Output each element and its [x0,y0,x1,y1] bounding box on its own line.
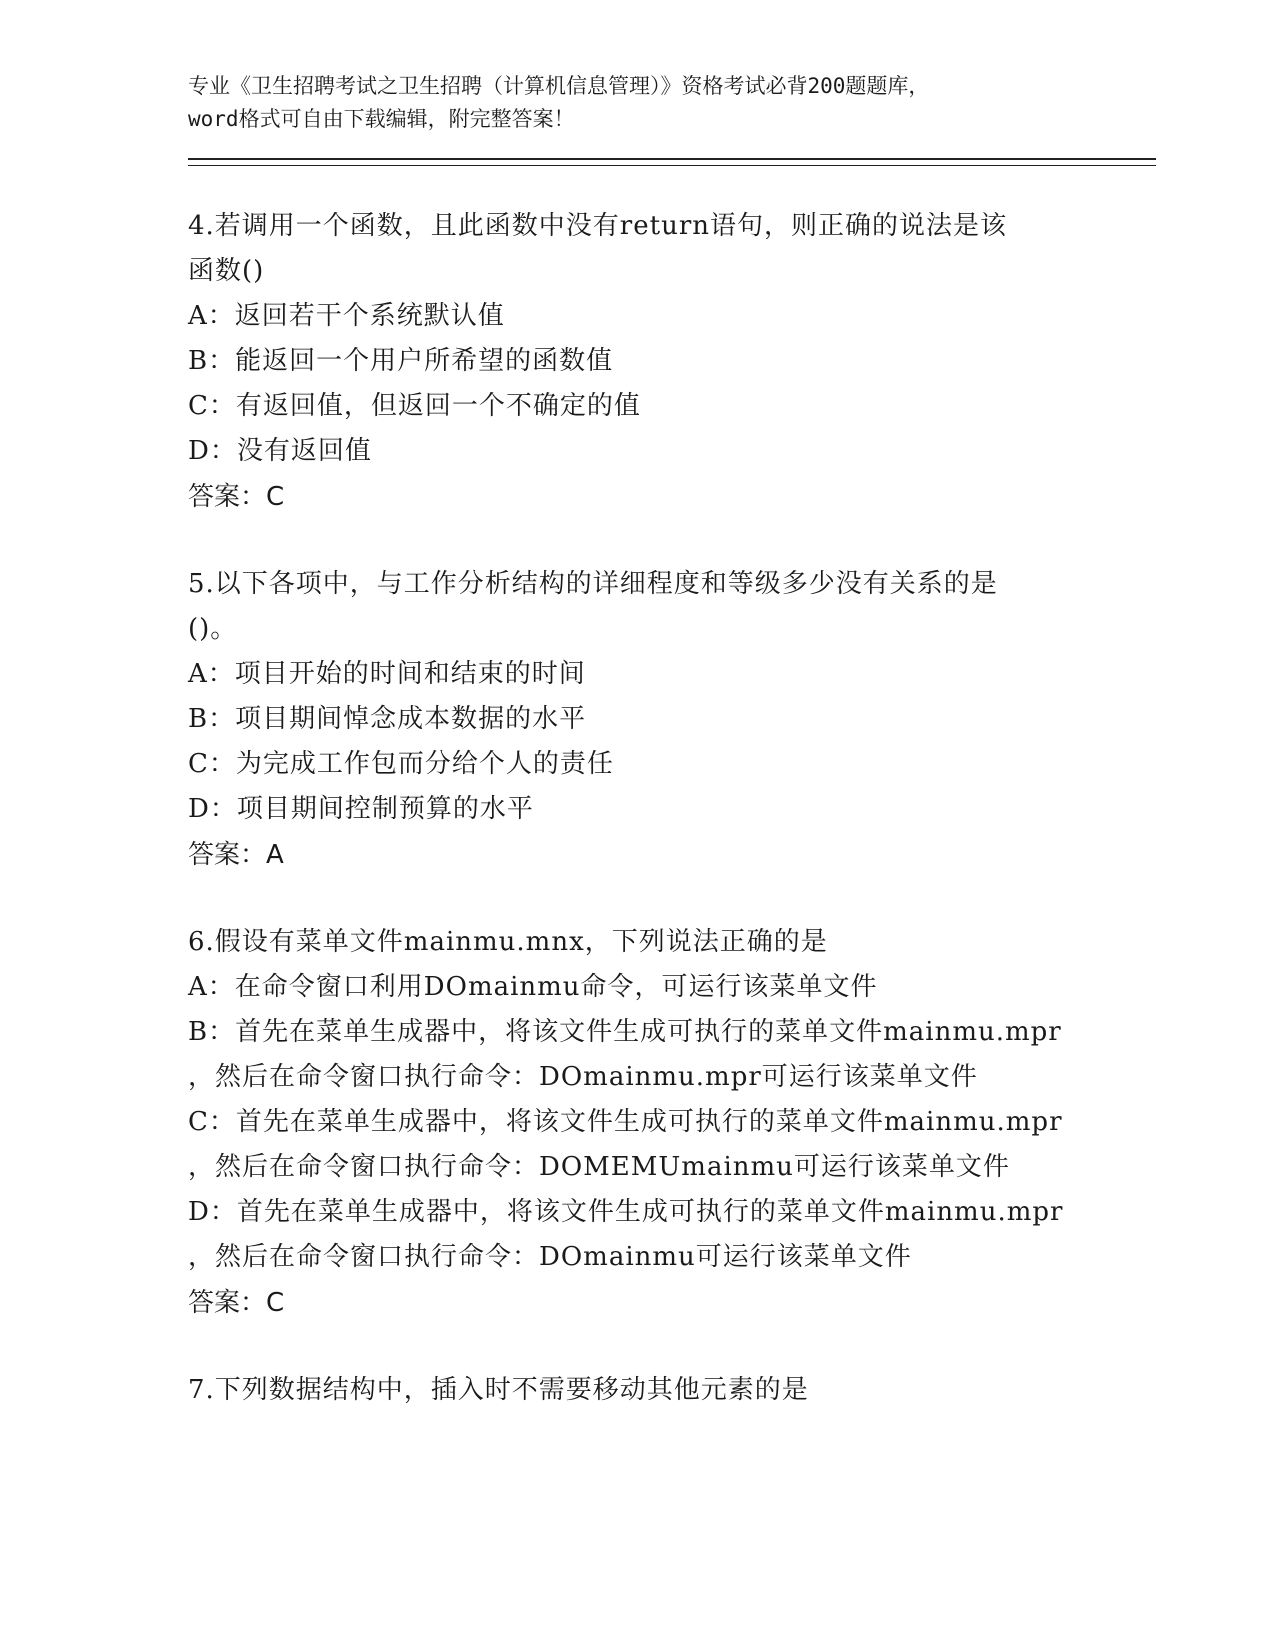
question-text: ()。 [188,614,238,644]
answer: 答案：A [188,840,284,870]
option-d-continued: ，然后在命令窗口执行命令：DOmainmu可运行该菜单文件 [188,1242,912,1272]
question-text: 7.下列数据结构中，插入时不需要移动其他元素的是 [188,1375,809,1405]
question-5 [188,562,1158,878]
option-a: A：返回若干个系统默认值 [188,301,505,331]
document-page [188,70,1158,1413]
option-c: C：为完成工作包而分给个人的责任 [188,749,614,779]
option-d: D：没有返回值 [188,436,372,466]
option-d: D：首先在菜单生成器中，将该文件生成可执行的菜单文件mainmu.mpr [188,1197,1064,1227]
option-c-continued: ，然后在命令窗口执行命令：DOMEMUmainmu可运行该菜单文件 [188,1152,1010,1182]
answer: 答案：C [188,482,285,512]
header-line-2: word格式可自由下载编辑，附完整答案！ [188,107,575,131]
question-7 [188,1368,1158,1413]
option-a: A：在命令窗口利用DOmainmu命令，可运行该菜单文件 [188,972,878,1002]
option-a: A：项目开始的时间和结束的时间 [188,659,586,689]
option-b-continued: ，然后在命令窗口执行命令：DOmainmu.mpr可运行该菜单文件 [188,1062,978,1092]
option-b: B：首先在菜单生成器中，将该文件生成可执行的菜单文件mainmu.mpr [188,1017,1062,1047]
answer: 答案：C [188,1288,285,1318]
option-c: C：首先在菜单生成器中，将该文件生成可执行的菜单文件mainmu.mpr [188,1107,1063,1137]
question-6 [188,920,1158,1326]
question-text: 4.若调用一个函数，且此函数中没有return语句，则正确的说法是该 [188,211,1007,241]
question-4 [188,204,1158,520]
question-text: 5.以下各项中，与工作分析结构的详细程度和等级多少没有关系的是 [188,569,998,599]
option-c: C：有返回值，但返回一个不确定的值 [188,391,641,421]
option-b: B：能返回一个用户所希望的函数值 [188,346,614,376]
option-d: D：项目期间控制预算的水平 [188,794,534,824]
option-b: B：项目期间悼念成本数据的水平 [188,704,587,734]
header-divider [188,158,1156,166]
question-text: 6.假设有菜单文件mainmu.mnx，下列说法正确的是 [188,927,828,957]
question-text: 函数() [188,256,265,286]
header-line-1: 专业《卫生招聘考试之卫生招聘（计算机信息管理）》资格考试必背200题题库， [188,74,930,98]
